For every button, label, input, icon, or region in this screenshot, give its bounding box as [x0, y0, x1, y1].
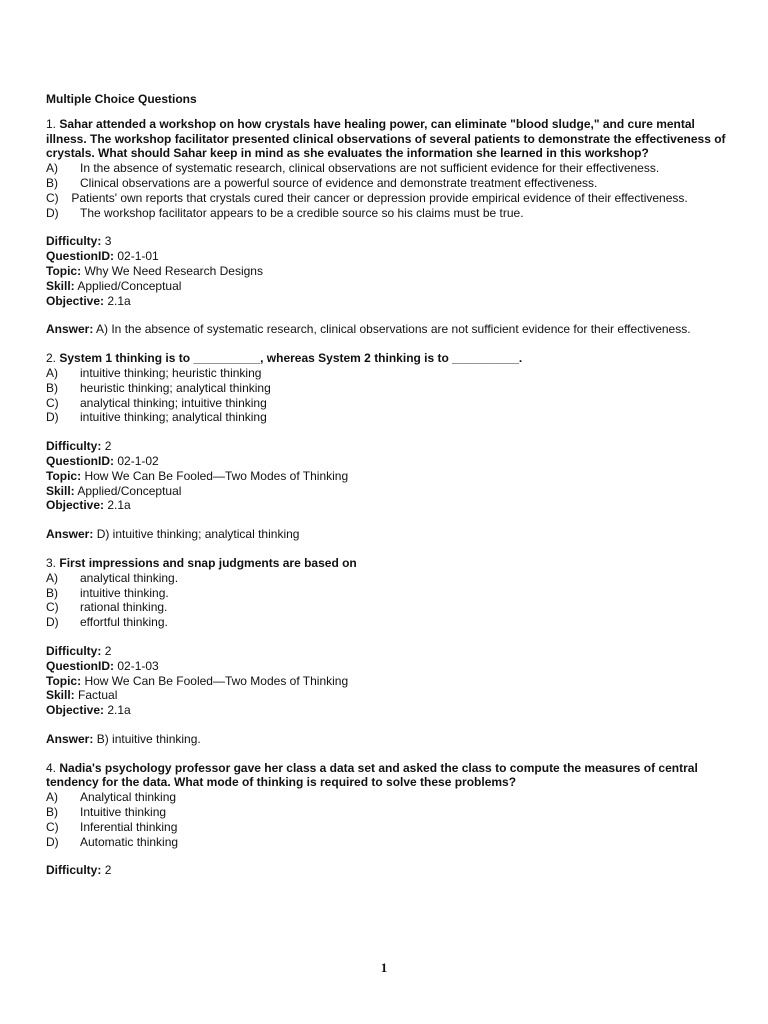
skill-label: Skill:: [46, 483, 75, 498]
topic-label: Topic:: [46, 673, 82, 688]
option-text: intuitive thinking.: [80, 585, 169, 600]
objective-row: [46, 703, 726, 718]
topic-value: How We Can Be Fooled—Two Modes of Thinking: [84, 673, 349, 688]
difficulty-value: 2: [104, 863, 112, 878]
option-text: Automatic thinking: [80, 834, 179, 849]
option-b: [46, 176, 726, 191]
option-letter: D): [46, 410, 59, 425]
difficulty-row: [46, 863, 726, 878]
option-letter: A): [46, 570, 58, 585]
difficulty-row: [46, 234, 726, 249]
topic-row: [46, 674, 726, 689]
skill-row: [46, 484, 726, 499]
skill-value: Applied/Conceptual: [77, 278, 182, 293]
topic-label: Topic:: [46, 468, 82, 483]
option-a: [46, 366, 726, 381]
option-d: [46, 410, 726, 425]
option-text: intuitive thinking; analytical thinking: [80, 410, 267, 425]
page-title: Multiple Choice Questions: [46, 92, 197, 106]
question-number: 1.: [46, 116, 57, 131]
question-text: System 1 thinking is to __________, whereas System 2 thinking is to __________.: [59, 351, 523, 366]
option-d: [46, 206, 726, 221]
difficulty-label: Difficulty:: [46, 863, 102, 878]
option-c: [46, 600, 726, 615]
option-text: In the absence of systematic research, clinical observations are not sufficient evidence for their effectiveness.: [80, 161, 660, 176]
option-text: rational thinking.: [80, 600, 168, 615]
option-letter: B): [46, 805, 58, 820]
document-page: [46, 92, 726, 878]
objective-label: Objective:: [46, 498, 105, 513]
option-letter: D): [46, 205, 59, 220]
option-text: intuitive thinking; heuristic thinking: [80, 365, 262, 380]
option-letter: B): [46, 380, 58, 395]
skill-row: [46, 688, 726, 703]
option-b: [46, 381, 726, 396]
option-letter: A): [46, 790, 58, 805]
question-2: [46, 351, 726, 542]
option-a: [46, 571, 726, 586]
objective-label: Objective:: [46, 703, 105, 718]
option-letter: D): [46, 615, 59, 630]
option-letter: B): [46, 585, 58, 600]
question-number: 3.: [46, 555, 57, 570]
option-text: Intuitive thinking: [80, 805, 167, 820]
question-number: 2.: [46, 351, 57, 366]
difficulty-value: 2: [104, 439, 112, 454]
question-id-label: QuestionID:: [46, 453, 114, 468]
question-text: Sahar attended a workshop on how crystals have healing power, can eliminate "blood sludge," and cure mental illness. The workshop facilitator presented clinical observations of several patients to demonstrate the effectiveness of crystals. What should Sahar keep in mind as she evaluates the information she learned in this workshop?: [46, 116, 726, 161]
difficulty-label: Difficulty:: [46, 234, 102, 249]
question-metadata: [46, 439, 726, 513]
question-id-value: 02-1-03: [117, 658, 159, 673]
difficulty-label: Difficulty:: [46, 439, 102, 454]
question-stem: [46, 761, 726, 791]
option-c: [46, 396, 726, 411]
skill-label: Skill:: [46, 688, 75, 703]
option-letter: A): [46, 365, 58, 380]
difficulty-row: [46, 439, 726, 454]
question-number: 4.: [46, 760, 57, 775]
topic-value: Why We Need Research Designs: [84, 263, 263, 278]
difficulty-value: 3: [104, 234, 112, 249]
option-b: [46, 586, 726, 601]
option-letter: C): [46, 190, 59, 205]
option-text: analytical thinking.: [80, 570, 179, 585]
question-id-row: [46, 454, 726, 469]
option-letter: C): [46, 395, 59, 410]
option-text: effortful thinking.: [80, 615, 168, 630]
question-metadata: [46, 644, 726, 718]
question-stem: [46, 351, 726, 366]
difficulty-row: [46, 644, 726, 659]
answer-value: D) intuitive thinking; analytical thinking: [96, 527, 300, 542]
question-id-label: QuestionID:: [46, 658, 114, 673]
option-letter: A): [46, 161, 58, 176]
skill-row: [46, 279, 726, 294]
skill-value: Applied/Conceptual: [77, 483, 182, 498]
option-a: [46, 161, 726, 176]
answer-label: Answer:: [46, 322, 94, 337]
option-letter: C): [46, 600, 59, 615]
question-3: [46, 556, 726, 747]
objective-value: 2.1a: [107, 498, 131, 513]
topic-row: [46, 469, 726, 484]
question-id-label: QuestionID:: [46, 249, 114, 264]
question-1: [46, 117, 726, 337]
objective-row: [46, 294, 726, 309]
option-a: [46, 790, 726, 805]
question-id-value: 02-1-02: [117, 453, 159, 468]
skill-label: Skill:: [46, 278, 75, 293]
option-d: [46, 835, 726, 850]
option-text: Clinical observations are a powerful source of evidence and demonstrate treatment effectiveness.: [80, 175, 598, 190]
option-text: Inferential thinking: [80, 819, 178, 834]
answer-label: Answer:: [46, 527, 94, 542]
question-text: Nadia's psychology professor gave her class a data set and asked the class to compute the measures of central tendency for the data. What mode of thinking is required to solve these problems?: [46, 760, 698, 790]
topic-row: [46, 264, 726, 279]
option-text: Analytical thinking: [80, 790, 177, 805]
question-stem: [46, 556, 726, 571]
objective-value: 2.1a: [107, 293, 131, 308]
option-text: analytical thinking; intuitive thinking: [80, 395, 267, 410]
option-d: [46, 615, 726, 630]
option-b: [46, 805, 726, 820]
question-metadata: [46, 234, 726, 308]
option-text: The workshop facilitator appears to be a credible source so his claims must be true.: [80, 205, 524, 220]
answer-row: [46, 732, 726, 747]
skill-value: Factual: [78, 688, 118, 703]
difficulty-value: 2: [104, 643, 112, 658]
question-id-value: 02-1-01: [117, 249, 159, 264]
question-text: First impressions and snap judgments are based on: [59, 555, 357, 570]
option-letter: B): [46, 175, 58, 190]
question-id-row: [46, 249, 726, 264]
option-text: heuristic thinking; analytical thinking: [80, 380, 271, 395]
question-metadata: [46, 863, 726, 878]
objective-row: [46, 498, 726, 513]
topic-label: Topic:: [46, 263, 82, 278]
answer-value: A) In the absence of systematic research, clinical observations are not sufficient evidence for their effectiveness.: [96, 322, 691, 337]
answer-row: [46, 322, 726, 337]
question-id-row: [46, 659, 726, 674]
option-letter: D): [46, 834, 59, 849]
answer-row: [46, 527, 726, 542]
objective-label: Objective:: [46, 293, 105, 308]
answer-value: B) intuitive thinking.: [96, 731, 201, 746]
question-stem: [46, 117, 726, 161]
difficulty-label: Difficulty:: [46, 643, 102, 658]
option-c: [46, 191, 726, 206]
page-number: 1: [380, 960, 388, 975]
answer-label: Answer:: [46, 731, 94, 746]
topic-value: How We Can Be Fooled—Two Modes of Thinking: [84, 468, 349, 483]
objective-value: 2.1a: [107, 703, 131, 718]
question-4: [46, 761, 726, 879]
option-text: Patients' own reports that crystals cured their cancer or depression provide empirical evidence of their effectiveness.: [71, 190, 688, 205]
option-c: [46, 820, 726, 835]
option-letter: C): [46, 819, 59, 834]
